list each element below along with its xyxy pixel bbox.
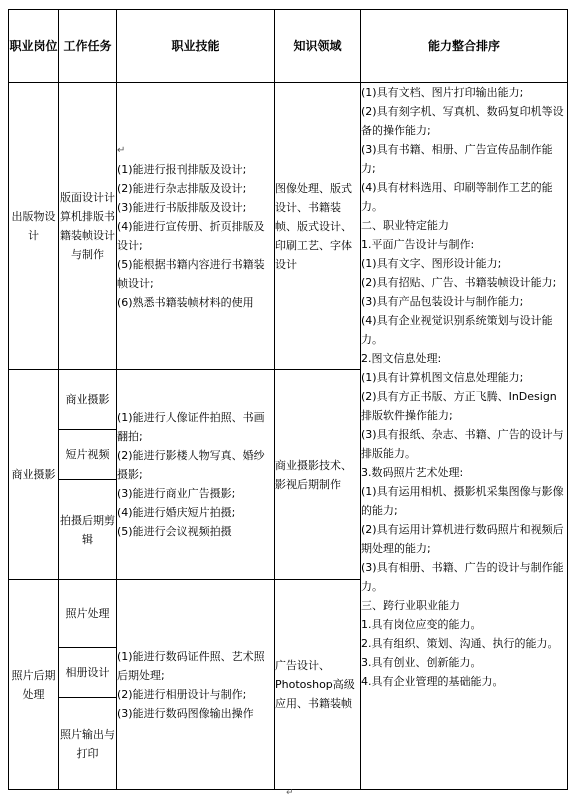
- knowledge-publication-design: 图像处理、版式设计、书籍装帧、版式设计、印刷工艺、字体设计: [275, 83, 361, 370]
- header-tasks: 工作任务: [59, 10, 117, 83]
- paragraph-mark: ↵: [117, 145, 126, 156]
- position-photo-post: 照片后期处理: [9, 580, 59, 790]
- ability-line: 1.具有岗位应变的能力。: [361, 618, 482, 631]
- skill-item: (4)能进行婚庆短片拍摄;: [117, 506, 236, 519]
- header-ability: 能力整合排序: [361, 10, 568, 83]
- skill-item: (5)能根据书籍内容进行书籍装帧设计;: [117, 258, 265, 290]
- skill-item: (1)能进行数码证件照、艺术照后期处理;: [117, 649, 265, 682]
- skill-item: (1)能进行人像证件拍照、书画翻拍;: [117, 411, 265, 443]
- skills-photo-post: [117, 580, 275, 790]
- ability-line: (3)具有产品包装设计与制作能力;: [361, 295, 524, 308]
- paragraph-mark: ↵: [286, 788, 294, 798]
- ability-line: 二、职业特定能力: [361, 219, 449, 232]
- task-album-design: 相册设计: [59, 648, 117, 698]
- ability-line: (1)具有文档、图片打印输出能力;: [361, 86, 524, 99]
- ability-line: (1)具有运用相机、摄影机采集图像与影像的能力;: [361, 485, 564, 517]
- header-knowledge: 知识领域: [275, 10, 361, 83]
- ability-line: 3.具有创业、创新能力。: [361, 656, 482, 669]
- skill-item: (2)能进行影楼人物写真、婚纱摄影;: [117, 449, 265, 481]
- position-commercial-photo: 商业摄影: [9, 370, 59, 580]
- ability-line: (2)具有刻字机、写真机、数码复印机等设备的操作能力;: [361, 105, 564, 137]
- ability-line: 4.具有企业管理的基础能力。: [361, 675, 504, 688]
- task-commercial-photo: 商业摄影: [59, 370, 117, 430]
- position-publication-design: 出版物设计: [9, 83, 59, 370]
- skill-item: (3)能进行商业广告摄影;: [117, 487, 236, 500]
- header-skills: 职业技能: [117, 10, 275, 83]
- skill-item: (2)能进行杂志排版及设计;: [117, 182, 247, 195]
- ability-line: (1)具有计算机图文信息处理能力;: [361, 371, 524, 384]
- ability-ranking-cell: [361, 83, 568, 790]
- skill-item: (4)能进行宣传册、折页排版及设计;: [117, 220, 265, 252]
- skills-publication-design: [117, 83, 275, 370]
- header-position: 职业岗位: [9, 10, 59, 83]
- skills-commercial-photo: [117, 370, 275, 580]
- ability-line: 1.平面广告设计与制作:: [361, 238, 475, 251]
- task-photo-output-print: 照片输出与打印: [59, 698, 117, 790]
- skill-item: (2)能进行相册设计与制作;: [117, 687, 247, 701]
- ability-line: (3)具有报纸、杂志、书籍、广告的设计与排版能力。: [361, 428, 564, 460]
- ability-line: (4)具有材料选用、印刷等制作工艺的能力。: [361, 181, 553, 213]
- skill-item: (3)能进行书版排版及设计;: [117, 201, 247, 214]
- task-post-editing: 拍摄后期剪辑: [59, 480, 117, 580]
- ability-line: (3)具有相册、书籍、广告的设计与制作能力。: [361, 561, 564, 593]
- knowledge-commercial-photo: 商业摄影技术、影视后期制作: [275, 370, 361, 580]
- ability-line: (2)具有招贴、广告、书籍装帧设计能力;: [361, 276, 557, 289]
- task-publication-design: 版面设计计算机排版书籍装帧设计与制作: [59, 83, 117, 370]
- ability-line: (3)具有书籍、相册、广告宣传品制作能力;: [361, 143, 553, 175]
- ability-line: (2)具有方正书版、方正飞腾、InDesign排版软件操作能力;: [361, 390, 557, 422]
- ability-line: 2.具有组织、策划、沟通、执行的能力。: [361, 637, 559, 650]
- row-publication-design: [9, 83, 568, 370]
- header-row: [9, 10, 568, 83]
- skill-item: (6)熟悉书籍装帧材料的使用: [117, 296, 254, 309]
- career-ability-table: [8, 9, 568, 790]
- skill-item: (3)能进行数码图像输出操作: [117, 706, 254, 720]
- ability-line: (1)具有文字、图形设计能力;: [361, 257, 502, 270]
- knowledge-photo-post: 广告设计、Photoshop高级应用、书籍装帧: [275, 580, 361, 790]
- ability-line: (2)具有运用计算机进行数码照片和视频后期处理的能力;: [361, 523, 564, 555]
- ability-line: (4)具有企业视觉识别系统策划与设计能力。: [361, 314, 553, 346]
- ability-line: 三、跨行业职业能力: [361, 599, 460, 612]
- skill-item: (1)能进行报刊排版及设计;: [117, 163, 247, 176]
- task-photo-processing: 照片处理: [59, 580, 117, 648]
- ability-line: 2.图文信息处理:: [361, 352, 442, 365]
- skill-item: (5)能进行会议视频拍摄: [117, 525, 232, 538]
- task-short-video: 短片视频: [59, 430, 117, 480]
- ability-line: 3.数码照片艺术处理:: [361, 466, 464, 479]
